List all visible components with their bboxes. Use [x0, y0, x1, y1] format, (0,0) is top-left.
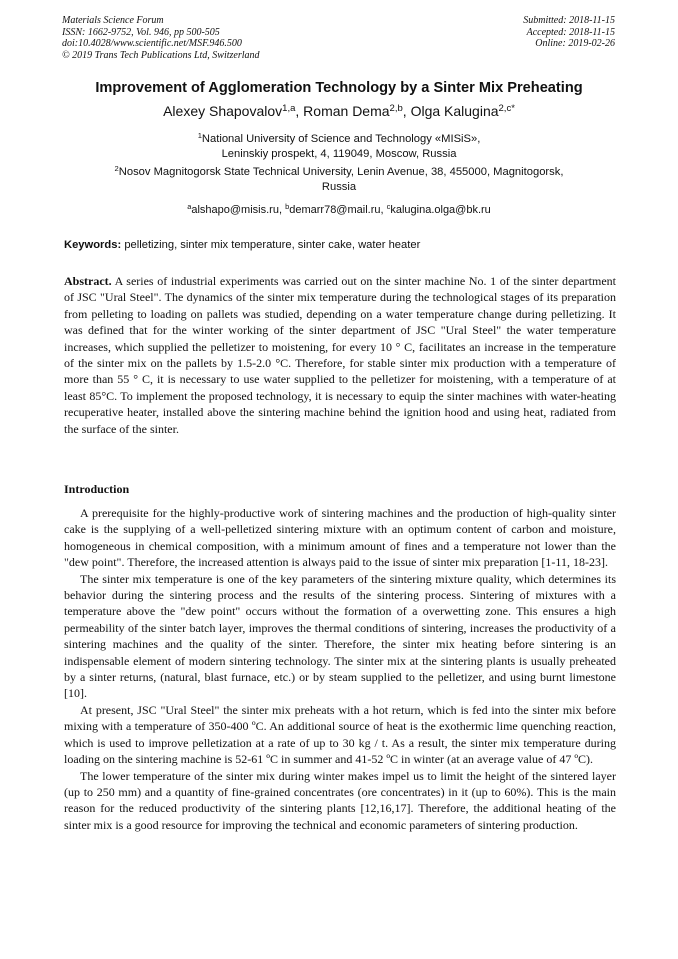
- issn-line: ISSN: 1662-9752, Vol. 946, pp 500-505: [62, 26, 220, 38]
- email-link[interactable]: alshapo@misis.ru: [191, 204, 279, 216]
- paragraph: The sinter mix temperature is one of the key parameters of the sintering mixture quality, which determines its behavior during the sintering process and the results of the sintering process. Sintering of mixtures with a temperature above the "dew point" occurs without the formation of a overwetting zone. This ensures a high permeability of the sinter batch layer, improves the thermal conditions of sintering, increases the productivity of a sintering machines and the quality of the sinter. Therefore, the sinter mix heating before sintering is an indispensable element of modern sintering technology. The sinter mix at the sintering plants is usually preheated by a sinter returns, (natural, blast furnace, etc.) or by steam supplied to the pelletizer, and using burnt limestone [10].: [64, 571, 616, 701]
- copyright-line: © 2019 Trans Tech Publications Ltd, Switzerland: [62, 49, 260, 61]
- accepted-date: Accepted: 2018-11-15: [526, 26, 615, 38]
- online-date: Online: 2019-02-26: [535, 38, 615, 50]
- paragraph: A prerequisite for the highly-productive work of sintering machines and the production of high-quality sinter cake is the supplying of a well-pelletized sintering mixture with an optimum content of carbon and moisture, homogeneous in chemical composition, with a minimum amount of fines and a temperature not lower than the "dew point". Therefore, the increased attention is always paid to the issue of sinter mix preparation [1-11, 18-23].: [64, 506, 616, 570]
- paragraph: At present, JSC "Ural Steel" the sinter mix preheats with a hot return, which is fed into the sinter mix before mixing with a temperature of 350-400 ºC. An additional source of heat is the exothermic lime quenching reaction, which is used to improve pelletization at a rate of up to 30 kg / t. As a result, the sinter mix temperature during loading on the sintering machine is 52-61 ºC in summer and 41-52 ºC in winter (at an average value of 47 ºC).: [64, 702, 616, 767]
- dates-header: [523, 15, 615, 50]
- introduction-body: [64, 505, 616, 833]
- author-affiliation-mark: 2,b: [389, 102, 403, 114]
- abstract-text: A series of industrial experiments was carried out on the sinter machine No. 1 of the sinter department of JSC "Ural Steel". The dynamics of the sinter mix temperature during the technological stages of its preparation from pelleting to loading on pallets was studied, depending on a water temperature change during pelletizing. It was defined that for the winter working of the sinter department of JSC "Ural Steel" the water temperature increases, which supplied the pelletizer to moistening, for every 10 ° C, facilitates an increase in the temperature of the sinter mix on the pallets by 1.5-2.0 °C. Therefore, for stable sinter mix production with a temperature of more than 55 ° C, it is necessary to use water supplied to the pelletizer for moistening, with a temperature of at least 85°C. To implement the proposed technology, it is necessary to equip the sinter machines with water-heating recuperative heater, installed above the sintering machine behind the ignition hood and using heat, radiated from the surface of the sinter.: [64, 274, 616, 436]
- email-link[interactable]: demarr78@mail.ru: [289, 204, 381, 216]
- journal-name: Materials Science Forum: [62, 15, 164, 26]
- author-affiliation-mark: 1,a: [282, 102, 296, 114]
- author-name: Alexey Shapovalov: [163, 103, 283, 119]
- affiliation-2: $^2$Nosov Magnitogorsk State Technical University, Lenin Avenue, 38, 455000, Magnitogorsk, Russia: [114, 163, 564, 193]
- author-list: Alexey Shapovalov$^{1,a}$, Roman Dema$^{2,b}$, Olga Kalugina$^{2,c*}$: [163, 102, 515, 119]
- journal-header: [62, 15, 260, 61]
- author-name: Olga Kalugina: [410, 103, 499, 119]
- keywords-label: Keywords:: [64, 239, 122, 251]
- author-affiliation-mark: 2,c*: [498, 102, 515, 114]
- submitted-date: Submitted: 2018-11-15: [523, 15, 615, 26]
- keywords-text: pelletizing, sinter mix temperature, sinter cake, water heater: [124, 239, 421, 251]
- author-emails: $^a$alshapo@misis.ru, $^b$demarr78@mail.ru, $^c$kalugina.olga@bk.ru: [187, 201, 491, 216]
- doi-line: doi:10.4028/www.scientific.net/MSF.946.500: [62, 38, 242, 50]
- email-link[interactable]: kalugina.olga@bk.ru: [390, 204, 491, 216]
- section-heading-introduction: Introduction: [64, 482, 130, 496]
- abstract-label: Abstract.: [64, 274, 112, 288]
- paragraph: The lower temperature of the sinter mix during winter makes impel us to limit the height of the sintered layer (up to 250 mm) and a quantity of fine-grained concentrates (ore concentrates) in it (up to 60%). This is the main reason for the reduced productivity of the sintering plants [12,16,17]. Therefore, the additional heating of the sinter mix is a good resource for improving the technical and economic parameters of sintering production.: [64, 768, 616, 832]
- keywords: [64, 239, 616, 251]
- affiliation-1: $^1$National University of Science and Technology «MISiS», Leninskiy prospekt, 4, 119049, Moscow, Russia: [197, 130, 481, 160]
- abstract: [64, 273, 616, 437]
- author-name: Roman Dema: [303, 103, 390, 119]
- paper-title: Improvement of Agglomeration Technology by a Sinter Mix Preheating: [95, 80, 583, 96]
